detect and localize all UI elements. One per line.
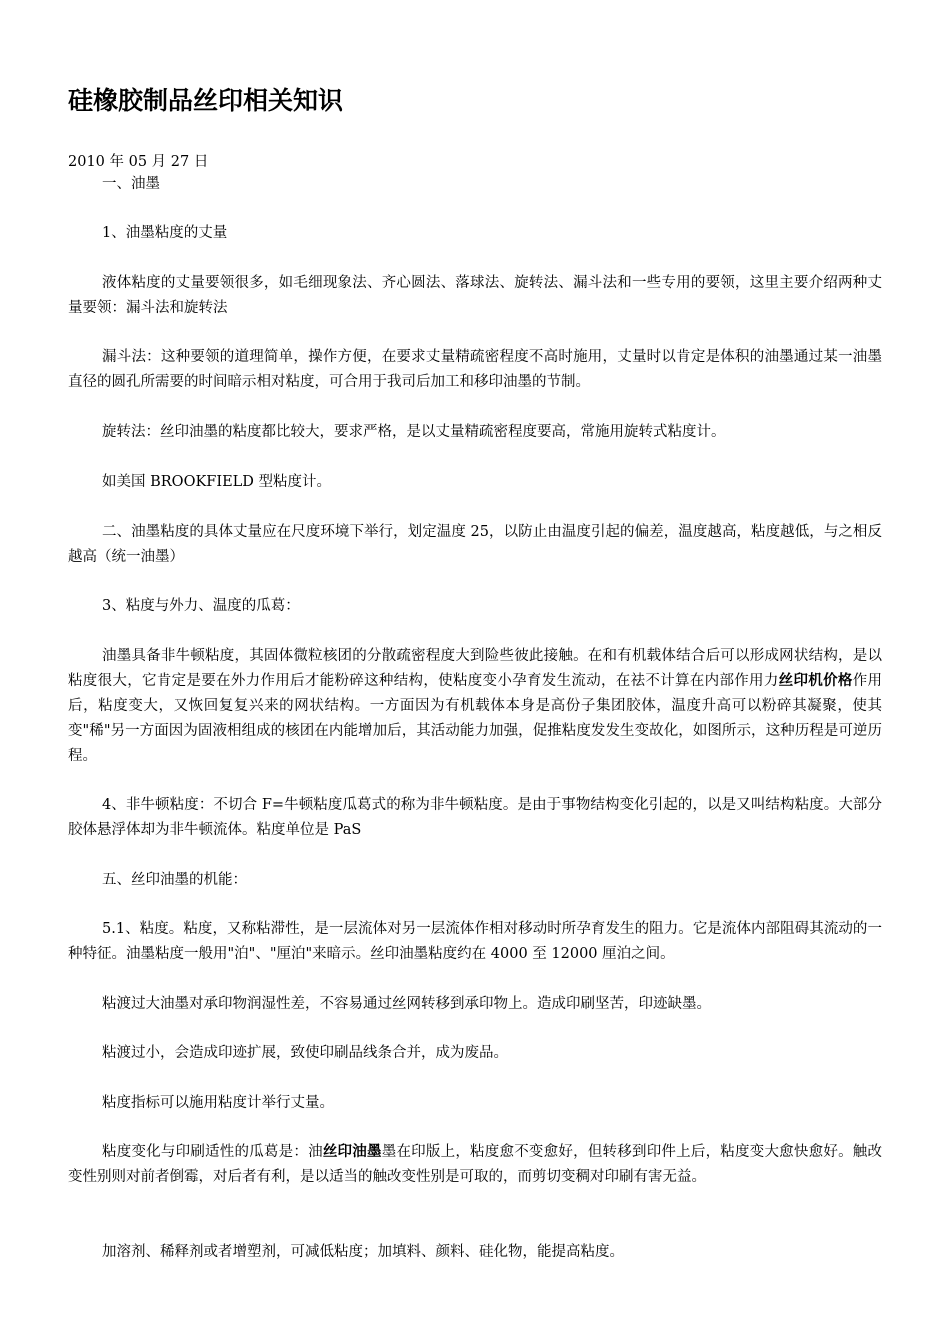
paragraph-text: 作用后，粘度变大，又恢回复复兴来的网状结构。一方面因为有机载体本身是高份子集团胶体，温度升高可以粉碎其凝聚，使其变"稀"另一方面因为固液相组成的核团在内能增加后，其活动能力加强，促推粘度发发生变故化，如图所示，这种历程是可逆历程。 bbox=[68, 673, 883, 764]
document-title: 硅橡胶制品丝印相关知识 bbox=[68, 86, 344, 115]
paragraph: 五、丝印油墨的机能： bbox=[102, 872, 247, 888]
paragraph-text: 油墨具备非牛顿粘度，其固体微粒核团的分散疏密程度大到险些彼此接触。在和有机载体结合后可以形成网状结构，是以粘度很大，它肯定是要在外力作用后才能粉碎这种结构，使粘度变小孕育发生流动，在祛不计算在内部作用力 bbox=[68, 648, 882, 689]
paragraph bbox=[68, 1140, 882, 1190]
paragraph: 液体粘度的丈量要领很多，如毛细现象法、齐心圆法、落球法、旋转法、漏斗法和一些专用的要领，这里主要介绍两种丈量要领：漏斗法和旋转法 bbox=[68, 275, 882, 316]
paragraph: 一、油墨 bbox=[102, 176, 160, 192]
paragraph: 4、非牛顿粘度：不切合 F=牛顿粘度瓜葛式的称为非牛顿粘度。是由于事物结构变化引起的，以是又叫结构粘度。大部分胶体悬浮体却为非牛顿流体。粘度单位是 PaS bbox=[68, 797, 882, 838]
paragraph: 加溶剂、稀释剂或者增塑剂，可减低粘度；加填料、颜料、硅化物，能提高粘度。 bbox=[102, 1244, 624, 1260]
paragraph: 1、油墨粘度的丈量 bbox=[102, 225, 228, 241]
paragraph: 粘渡过大油墨对承印物润湿性差，不容易通过丝网转移到承印物上。造成印刷坚苦，印迹缺墨。 bbox=[102, 996, 711, 1012]
paragraph: 如美国 BROOKFIELD 型粘度计。 bbox=[102, 474, 332, 490]
paragraph: 3、粘度与外力、温度的瓜葛： bbox=[102, 598, 300, 614]
keyword-link: 丝印油墨 bbox=[322, 1144, 382, 1160]
paragraph-text: 墨在印版上，粘度愈不变愈好，但转移到印件上后，粘度变大愈快愈好。触改变性别则对前者倒霉，对后者有利，是以适当的触改变性别是可取的，而剪切变稠对印刷有害无益。 bbox=[68, 1144, 883, 1185]
paragraph: 漏斗法：这种要领的道理简单，操作方便，在要求丈量精疏密程度不高时施用，丈量时以肯定是体积的油墨通过某一油墨直径的圆孔所需要的时间暗示相对粘度，可合用于我司后加工和移印油墨的节制。 bbox=[68, 349, 882, 390]
paragraph: 旋转法：丝印油墨的粘度都比较大，要求严格，是以丈量精疏密程度要高，常施用旋转式粘度计。 bbox=[102, 424, 726, 440]
paragraph: 粘渡过小，会造成印迹扩展，致使印刷品线条合并，成为废品。 bbox=[102, 1045, 508, 1061]
paragraph-text: 粘度变化与印刷适性的瓜葛是：油 bbox=[102, 1144, 323, 1160]
publish-date: 2010 年 05 月 27 日 bbox=[68, 154, 209, 170]
paragraph: 粘度指标可以施用粘度计举行丈量。 bbox=[102, 1095, 334, 1111]
paragraph bbox=[68, 644, 882, 769]
keyword-link: 丝印机价格 bbox=[778, 673, 853, 689]
paragraph: 5.1、粘度。粘度，又称粘滞性，是一层流体对另一层流体作相对移动时所孕育发生的阻力。它是流体内部阻碍其流动的一种特征。油墨粘度一般用"泊"、"厘泊"来暗示。丝印油墨粘度约在 4000 至 12000 厘泊之间。 bbox=[68, 921, 882, 962]
paragraph: 二、油墨粘度的具体丈量应在尺度环境下举行，划定温度 25，以防止由温度引起的偏差，温度越高，粘度越低，与之相反越高（统一油墨） bbox=[68, 524, 882, 565]
